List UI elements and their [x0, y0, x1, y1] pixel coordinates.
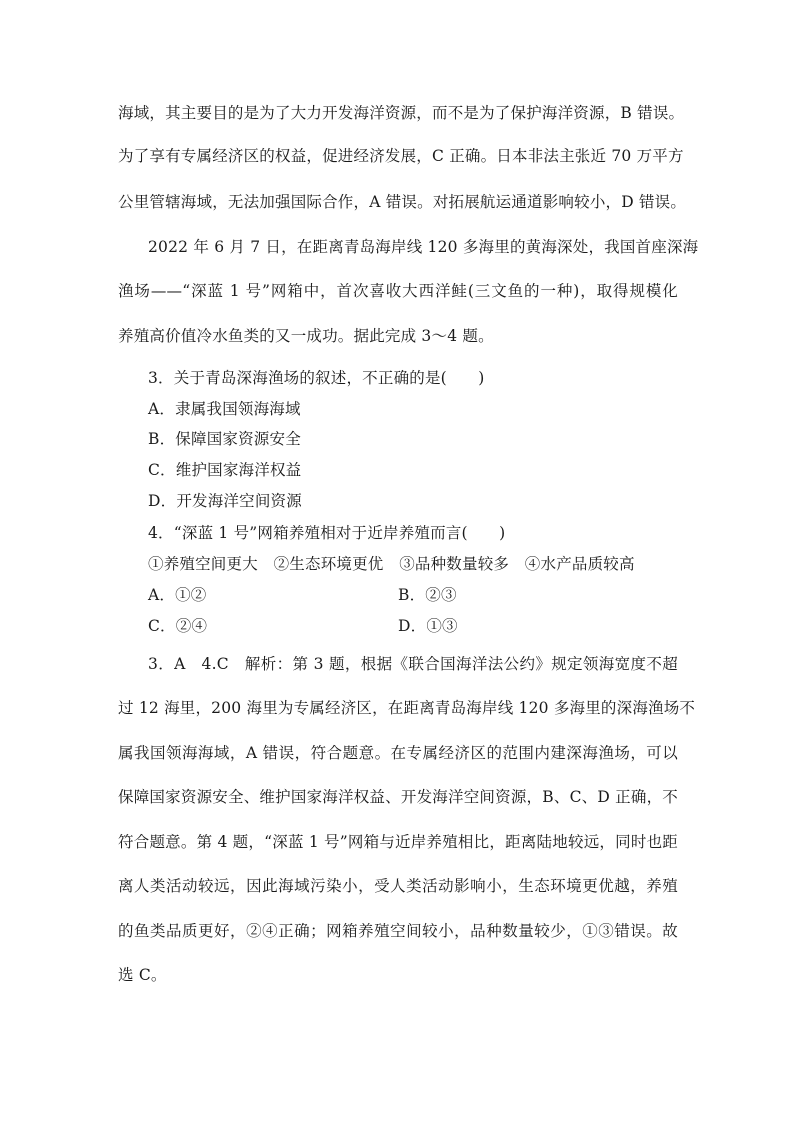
- question-4-option-a: A．①②: [148, 586, 207, 604]
- material-paragraph-line: 渔场——“深蓝 1 号”网箱中，首次喜收大西洋鲑(三文鱼的一种)，取得规模化: [118, 282, 678, 300]
- paragraph-line: 为了享有专属经济区的权益，促进经济发展，C 正确。日本非法主张近 70 万平方: [118, 147, 684, 165]
- answer-line: 3．A 4.C 解析：第 3 题，根据《联合国海洋法公约》规定领海宽度不超: [148, 655, 678, 673]
- material-paragraph-line: 养殖高价值冷水鱼类的又一成功。据此完成 3～4 题。: [118, 327, 494, 345]
- answer-line: 保障国家资源安全、维护国家海洋权益、开发海洋空间资源，B、C、D 正确，不: [118, 788, 678, 806]
- question-3-option-d: D．开发海洋空间资源: [148, 492, 302, 510]
- question-4-option-b: B．②③: [398, 586, 457, 604]
- answer-line: 选 C。: [118, 966, 167, 984]
- question-3-stem: 3．关于青岛深海渔场的叙述，不正确的是( ): [148, 369, 485, 387]
- question-3-option-b: B．保障国家资源安全: [148, 430, 301, 448]
- question-4-stem: 4．“深蓝 1 号”网箱养殖相对于近岸养殖而言( ): [148, 524, 506, 542]
- question-4-option-c: C．②④: [148, 617, 208, 635]
- answer-line: 符合题意。第 4 题，“深蓝 1 号”网箱与近岸养殖相比，距离陆地较远，同时也距: [118, 833, 678, 851]
- answer-line: 过 12 海里，200 海里为专属经济区，在距离青岛海岸线 120 多海里的深海渔场不: [118, 699, 696, 717]
- question-3-option-a: A．隶属我国领海海域: [148, 400, 301, 418]
- question-3-option-c: C．维护国家海洋权益: [148, 461, 302, 479]
- paragraph-line: 海域，其主要目的是为了大力开发海洋资源，而不是为了保护海洋资源，B 错误。: [118, 104, 685, 122]
- question-4-statements: ①养殖空间更大 ②生态环境更优 ③品种数量较多 ④水产品质较高: [148, 555, 635, 573]
- material-paragraph-line: 2022 年 6 月 7 日，在距离青岛海岸线 120 多海里的黄海深处，我国首座深海: [148, 238, 699, 256]
- answer-line: 离人类活动较远，因此海域污染小，受人类活动影响小，生态环境更优越，养殖: [118, 877, 678, 895]
- answer-line: 属我国领海海域，A 错误，符合题意。在专属经济区的范围内建深海渔场，可以: [118, 744, 678, 762]
- question-4-option-d: D．①③: [398, 617, 458, 635]
- paragraph-line: 公里管辖海域，无法加强国际合作，A 错误。对拓展航运通道影响较小，D 错误。: [118, 193, 687, 211]
- answer-line: 的鱼类品质更好，②④正确；网箱养殖空间较小，品种数量较少，①③错误。故: [118, 922, 678, 940]
